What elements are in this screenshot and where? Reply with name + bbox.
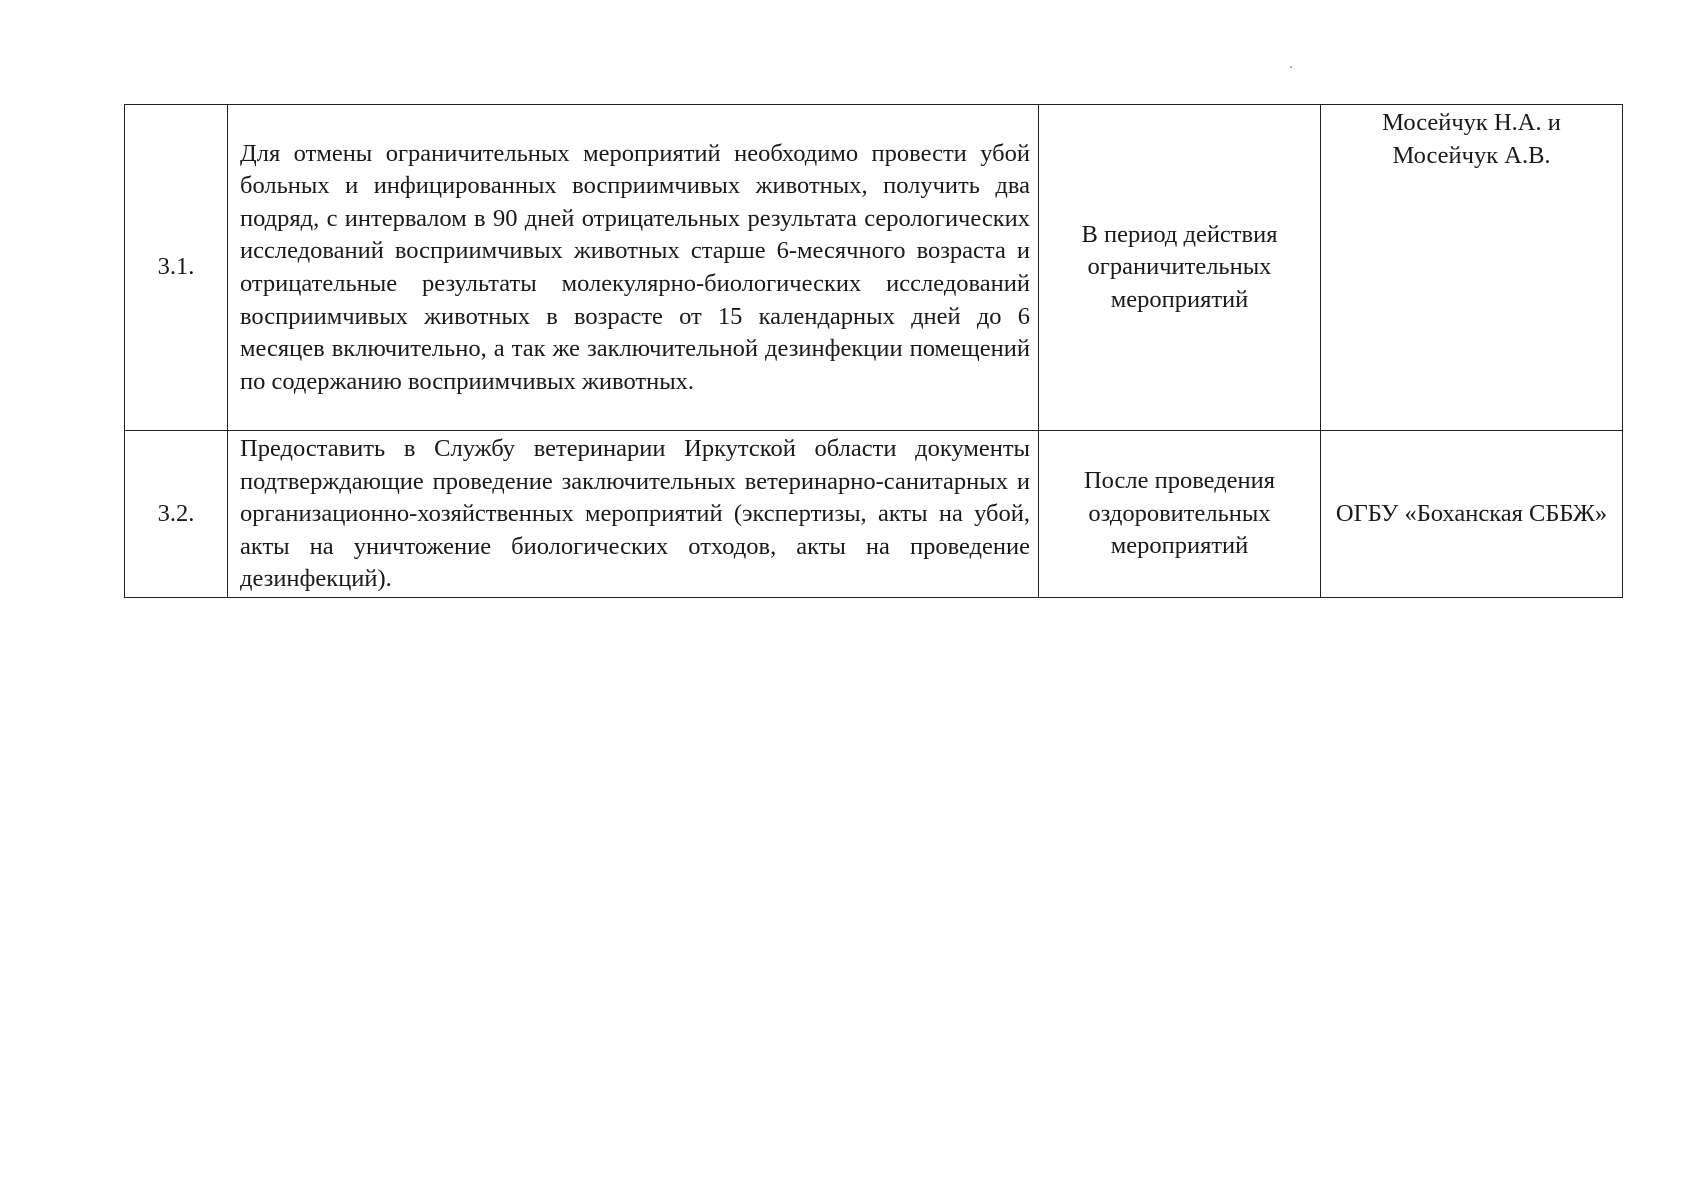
scan-speck [1290, 66, 1292, 68]
row-number: 3.1. [125, 105, 228, 431]
measure-description: Для отмены ограничительных мероприятий необходимо провести убой больных и инфицированных восприимчивых животных, получить два подряд, с интервалом в 90 дней отрицательных результата серологических исследований восприимчивых животных старше 6-месячного возраста и отрицательные результаты молекулярно-биологических исследований восприимчивых животных в возрасте от 15 календарных дней до 6 месяцев включительно, а так же заключительной дезинфекции помещений по содержанию восприимчивых животных. [228, 105, 1039, 431]
measures-table [124, 104, 1623, 598]
table-row [125, 105, 1623, 431]
measure-description: Предоставить в Службу ветеринарии Иркутской области документы подтверждающие проведение заключительных ветеринарно-санитарных и организационно-хозяйственных мероприятий (экспертизы, акты на убой, акты на уничтожение биологических отходов, акты на проведение дезинфекций). [228, 431, 1039, 598]
execution-term: После проведения оздоровительных мероприятий [1039, 431, 1321, 598]
responsible-party: ОГБУ «Боханская СББЖ» [1321, 431, 1623, 598]
table-row [125, 431, 1623, 598]
responsible-party: Мосейчук Н.А. и Мосейчук А.В. [1321, 105, 1623, 431]
row-number: 3.2. [125, 431, 228, 598]
execution-term: В период действия ограничительных мероприятий [1039, 105, 1321, 431]
